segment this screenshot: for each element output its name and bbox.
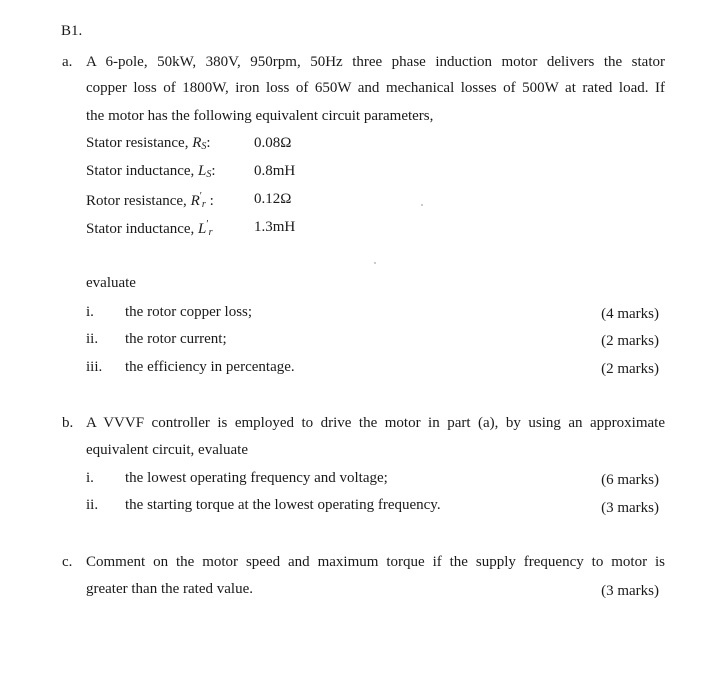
part-b-item-2-number: ii. [86,497,99,513]
param-stator-resistance-value: 0.08Ω [254,135,292,151]
part-b-item-1-text: the lowest operating frequency and voltage; [125,470,388,486]
part-a-item-2-marks: (2 marks) [601,333,659,349]
param-stator-inductance [86,164,216,180]
param-symbol: L [198,163,207,179]
part-a-line-1: A 6-pole, 50kW, 380V, 950rpm, 50Hz three phase induction motor delivers the stator [86,54,665,70]
scan-speck [421,204,423,206]
param-subscript: S [201,141,207,152]
evaluate-label: evaluate [86,275,136,291]
param-subscript: r [208,227,213,238]
param-stator-resistance [86,136,211,152]
part-a-item-2-number: ii. [86,331,99,347]
param-label: Rotor resistance, [86,193,191,209]
param-symbol: R [192,135,202,151]
part-c-letter: c. [62,554,73,570]
part-a-item-1-number: i. [86,304,94,320]
part-b-line-2: equivalent circuit, evaluate [86,442,249,458]
param-colon: : [205,193,214,209]
part-c-line-1: Comment on the motor speed and maximum torque if the supply frequency to motor is [86,554,665,570]
param-label: Stator inductance, [86,163,199,179]
part-a-item-1-text: the rotor copper loss; [125,304,253,320]
part-b-item-2-text: the starting torque at the lowest operating frequency. [125,497,441,513]
part-b-letter: b. [62,415,74,431]
part-a-item-2-text: the rotor current; [125,331,227,347]
param-rotor-inductance-value: 1.3mH [254,219,296,235]
part-a-item-1-marks: (4 marks) [601,306,659,322]
param-rotor-resistance-value: 0.12Ω [254,191,292,207]
scan-speck [374,262,376,264]
part-a-item-3-marks: (2 marks) [601,361,659,377]
part-c-marks: (3 marks) [601,583,659,599]
question-number: B1. [61,23,83,39]
param-rotor-resistance [86,192,214,210]
part-b-item-1-number: i. [86,470,94,486]
param-rotor-inductance [86,220,212,238]
param-colon: : [211,163,216,179]
param-symbol: R [190,193,200,209]
part-b-item-2-marks: (3 marks) [601,500,659,516]
part-a-item-3-text: the efficiency in percentage. [125,359,295,375]
part-a-line-2: copper loss of 1800W, iron loss of 650W and mechanical losses of 500W at rated load. If [86,80,665,96]
part-a-item-3-number: iii. [86,359,103,375]
param-subscript: r [201,199,206,210]
part-c-line-2: greater than the rated value. [86,581,253,597]
part-b-item-1-marks: (6 marks) [601,472,659,488]
part-a-letter: a. [62,54,73,70]
param-label: Stator resistance, [86,135,193,151]
param-prime: ′ [199,191,202,202]
param-stator-inductance-value: 0.8mH [254,163,296,179]
part-b-line-1: A VVVF controller is employed to drive the motor in part (a), by using an approximate [86,415,665,431]
param-colon: : [206,135,211,151]
param-subscript: S [206,169,212,180]
param-prime: ′ [206,219,209,230]
part-a-line-3: the motor has the following equivalent circuit parameters, [86,108,434,124]
param-label: Stator inductance, [86,221,199,237]
param-symbol: L [198,221,207,237]
